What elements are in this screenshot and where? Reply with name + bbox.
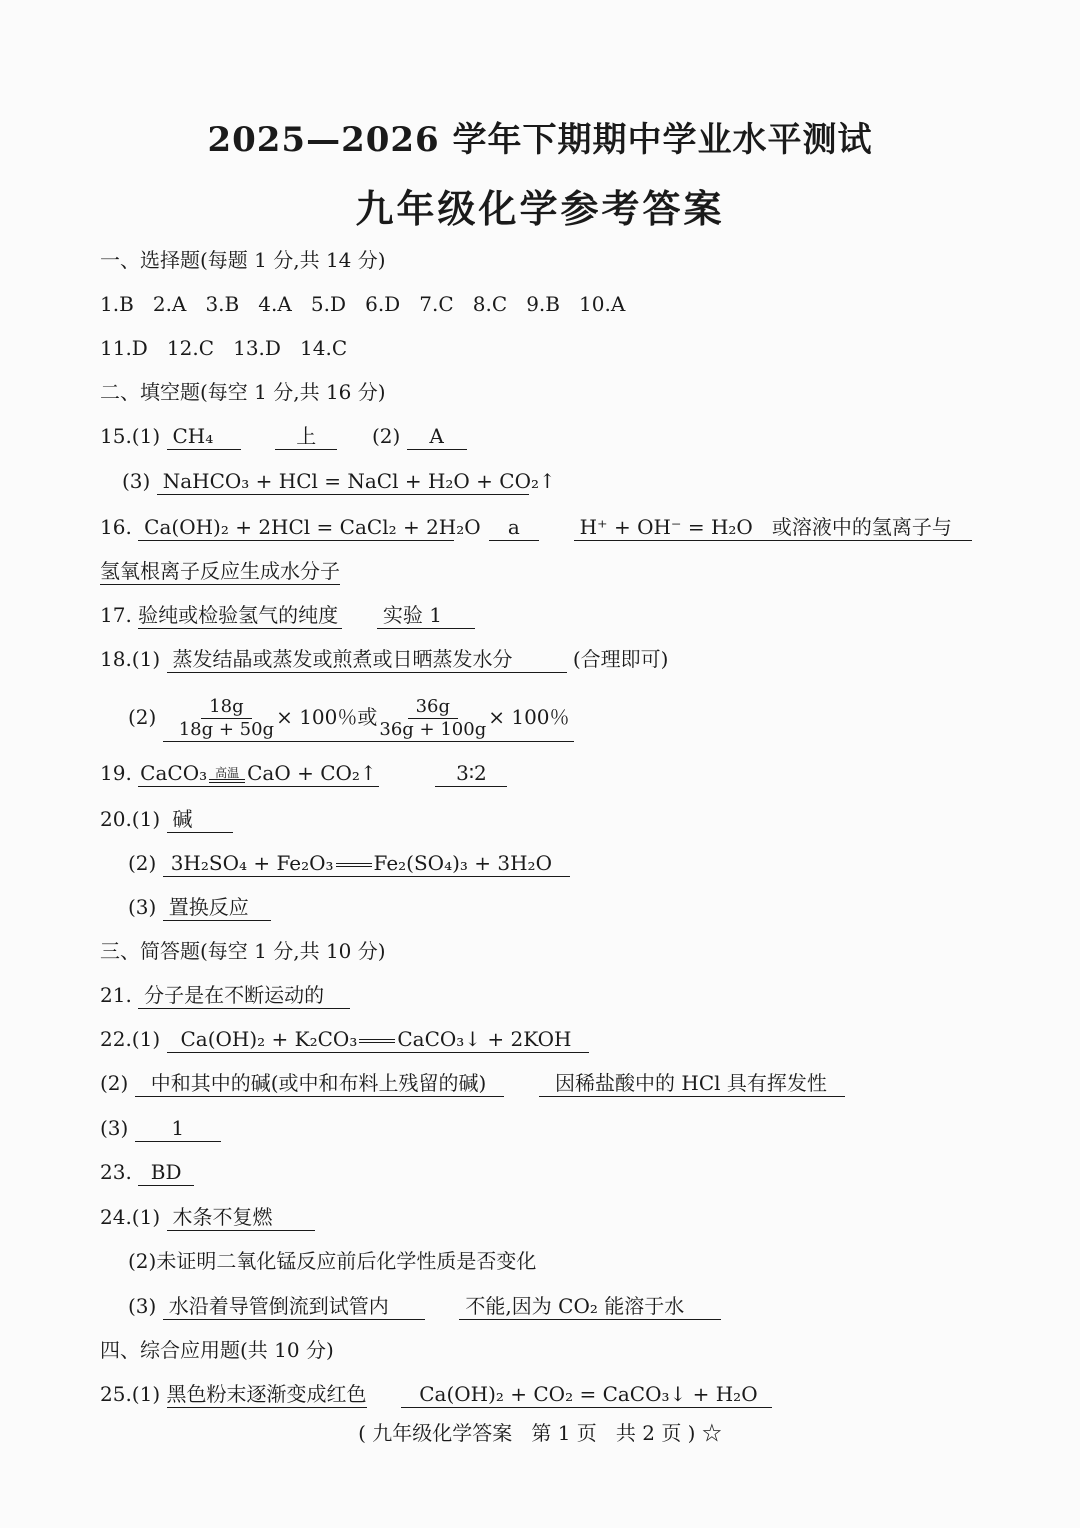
question-20-line-2: [128, 848, 570, 878]
q21-number: 21.: [100, 983, 132, 1007]
q18-fraction-1-numerator: 18g: [201, 696, 251, 719]
q24-part-3-label: (3): [128, 1294, 157, 1318]
q15-part-2-label: (2): [371, 424, 401, 448]
q22-answer-4: 1: [135, 1115, 221, 1142]
q18-part-2-label: (2): [128, 705, 157, 729]
q24-number: 24.(1): [100, 1205, 161, 1229]
q15-answer-3: A: [407, 423, 467, 450]
q22-equation-left: Ca(OH)₂ + K₂CO₃: [180, 1027, 358, 1051]
q20-reaction-arrow: [336, 863, 372, 867]
question-24-line-2: (2)未证明二氧化锰反应前后化学性质是否变化: [128, 1249, 537, 1273]
q18-answer-1: 蒸发结晶或蒸发或煎煮或日晒蒸发水分: [167, 646, 567, 673]
section-4-heading: 四、综合应用题(共 10 分): [100, 1338, 334, 1362]
q25-answer-1: 黑色粉末逐渐变成红色: [166, 1382, 367, 1406]
q16-answer-1: Ca(OH)₂ + 2HCl = CaCl₂ + 2H₂O: [138, 514, 454, 541]
q20-part-2-label: (2): [128, 851, 157, 875]
q19-equation-right: CaO + CO₂↑: [247, 761, 377, 785]
q15-answer-1: CH₄: [167, 423, 241, 450]
q15-part-3-label: (3): [122, 469, 151, 493]
q19-equation-left: CaCO₃: [140, 761, 208, 785]
q22-answer-3: 因稀盐酸中的 HCl 具有挥发性: [539, 1070, 845, 1097]
q25-answer-2: Ca(OH)₂ + CO₂ = CaCO₃↓ + H₂O: [401, 1381, 771, 1408]
question-20-line-3: [128, 892, 271, 922]
question-21: [100, 980, 350, 1010]
question-24-line-1: [100, 1202, 315, 1232]
q22-reaction-arrow: [359, 1039, 395, 1043]
q22-answer-2: 中和其中的碱(或中和布料上残留的碱): [135, 1070, 505, 1097]
choice-answers-row-2: 11.D 12.C 13.D 14.C: [100, 336, 348, 360]
q20-part-3-label: (3): [128, 895, 157, 919]
q20-equation-left: 3H₂SO₄ + Fe₂O₃: [170, 851, 334, 875]
question-19: [100, 758, 507, 788]
q22-part-3-label: (3): [100, 1116, 129, 1140]
question-15-line-2: [122, 466, 556, 496]
q15-answer-4: NaHCO₃ + HCl = NaCl + H₂O + CO₂↑: [157, 468, 529, 495]
question-16-line-1: [100, 512, 972, 542]
q25-number: 25.(1): [100, 1382, 161, 1406]
q22-number: 22.(1): [100, 1027, 161, 1051]
q22-answer-1: [167, 1026, 590, 1053]
question-16-line-2: [100, 556, 340, 586]
section-1-heading: 一、选择题(每题 1 分,共 14 分): [100, 248, 386, 272]
q18-multiplier-1: × 100％或: [276, 705, 378, 729]
choice-answers-row-1: 1.B 2.A 3.B 4.A 5.D 6.D 7.C 8.C 9.B 10.A: [100, 292, 626, 316]
q18-fraction-2-denominator: 36g + 100g: [379, 719, 487, 740]
section-2-heading: 二、填空题(每空 1 分,共 16 分): [100, 380, 386, 404]
q20-answer-3: 置换反应: [163, 894, 271, 921]
question-18-line-1: [100, 644, 668, 674]
q22-part-2-label: (2): [100, 1071, 129, 1095]
q21-answer-1: 分子是在不断运动的: [138, 982, 350, 1009]
q18-fraction-1-denominator: 18g + 50g: [178, 719, 275, 740]
q23-answer-1: BD: [138, 1159, 194, 1186]
q19-reaction-arrow: [209, 767, 245, 783]
q16-answer-3-continued: 氢氧根离子反应生成水分子: [100, 559, 340, 583]
section-3-heading: 三、简答题(每空 1 分,共 10 分): [100, 939, 386, 963]
q16-answer-3: H⁺ + OH⁻ = H₂O 或溶液中的氢离子与: [574, 514, 972, 541]
q24-answer-4: 不能,因为 CO₂ 能溶于水: [459, 1293, 721, 1320]
q16-answer-2: a: [489, 514, 539, 541]
question-15-line-1: [100, 421, 467, 451]
question-22-line-2: [100, 1068, 845, 1098]
q15-number: 15.(1): [100, 424, 161, 448]
question-23: [100, 1157, 194, 1187]
document-subtitle: 九年级化学参考答案: [355, 186, 725, 231]
q18-number: 18.(1): [100, 647, 161, 671]
exam-title: 2025—2026 学年下期期中学业水平测试: [207, 120, 873, 160]
q24-answer-1: 木条不复燃: [167, 1204, 315, 1231]
question-24-line-3: [128, 1291, 721, 1321]
q19-condition: 高温: [215, 765, 240, 780]
question-22-line-3: [100, 1113, 221, 1143]
q19-answer-1: [138, 760, 379, 787]
q19-number: 19.: [100, 761, 132, 785]
question-25: [100, 1379, 772, 1409]
q18-answer-2: [163, 696, 574, 742]
q23-number: 23.: [100, 1160, 132, 1184]
q20-answer-1: 碱: [167, 806, 233, 833]
q20-number: 20.(1): [100, 807, 161, 831]
q20-equation-right: Fe₂(SO₄)₃ + 3H₂O: [373, 851, 552, 875]
q17-number: 17.: [100, 603, 132, 627]
q16-number: 16.: [100, 515, 132, 539]
q20-answer-2: [163, 850, 570, 877]
q15-answer-2: 上: [275, 423, 337, 450]
q18-note: (合理即可): [572, 647, 669, 671]
question-20-line-1: [100, 804, 233, 834]
question-18-line-2: [128, 696, 574, 742]
question-17: [100, 600, 475, 630]
q18-multiplier-2: × 100％: [488, 705, 570, 729]
q17-answer-2: 实验 1: [377, 602, 475, 629]
q18-fraction-1: [179, 696, 274, 741]
q18-fraction-2-numerator: 36g: [408, 696, 458, 719]
question-22-line-1: [100, 1024, 589, 1054]
page-footer: ( 九年级化学答案 第 1 页 共 2 页 ) ☆: [358, 1421, 722, 1445]
q18-fraction-2: [379, 696, 486, 741]
q19-answer-2: 3∶2: [435, 760, 507, 787]
q17-answer-1: 验纯或检验氢气的纯度: [138, 602, 342, 629]
q24-answer-3: 水沿着导管倒流到试管内: [163, 1293, 425, 1320]
q22-equation-right: CaCO₃↓ + 2KOH: [397, 1027, 572, 1051]
